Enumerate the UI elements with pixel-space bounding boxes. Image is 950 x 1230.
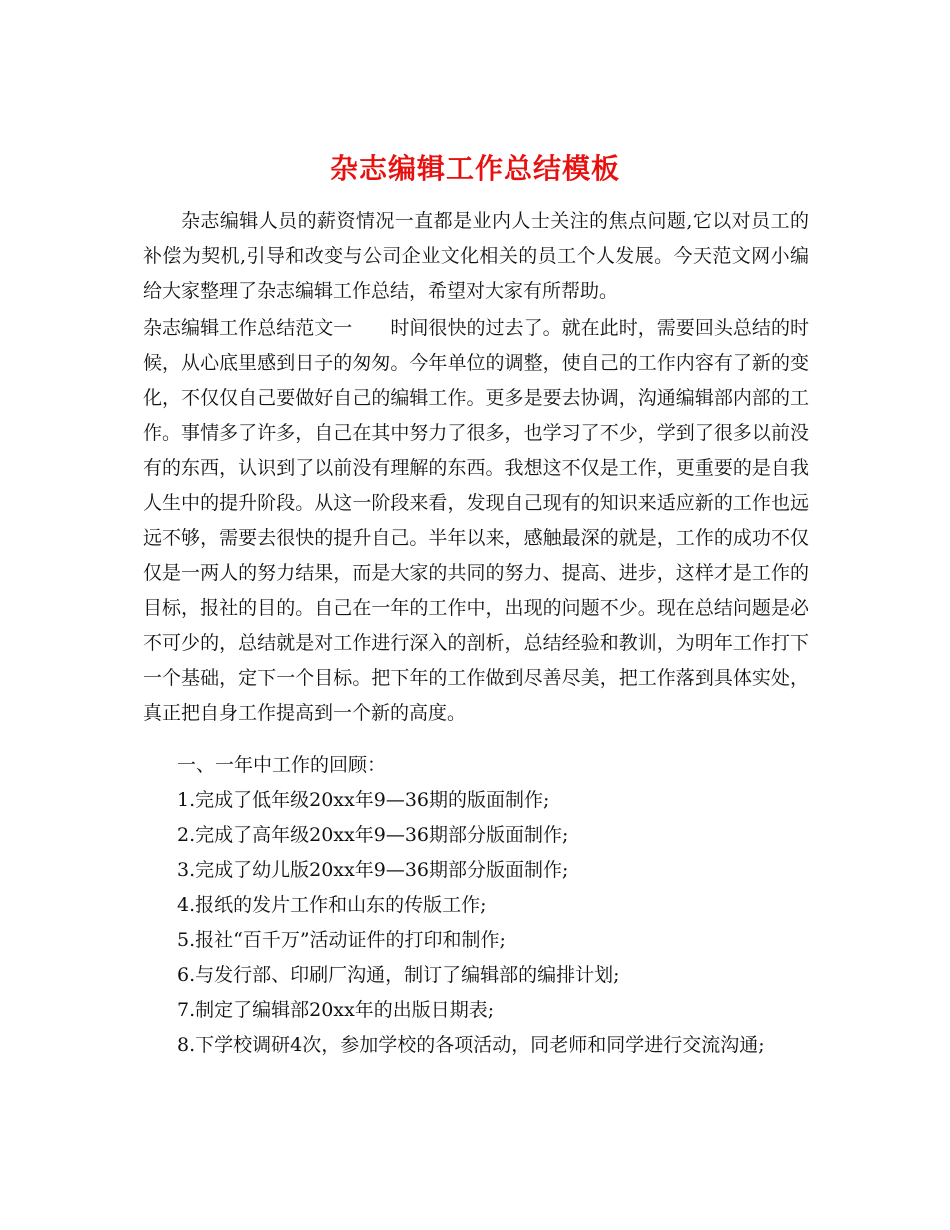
intro-paragraph: 杂志编辑人员的薪资情况一直都是业内人士关注的焦点问题,它以对员工的补偿为契机,引导和改变与公司企业文化相关的员工个人发展。今天范文网小编给大家整理了杂志编辑工作总结，希望对大家有所帮助。 [143,210,809,302]
list-item: 1.完成了低年级20xx年9—36期的版面制作; [177,789,550,811]
list-item: 2.完成了高年级20xx年9—36期部分版面制作; [177,824,569,846]
list-item: 3.完成了幼儿版20xx年9—36期部分版面制作; [177,859,569,881]
list-item: 8.下学校调研4次，参加学校的各项活动，同老师和同学进行交流沟通; [177,1034,765,1056]
list-item: 7.制定了编辑部20xx年的出版日期表; [177,999,495,1021]
list-item: 一、一年中工作的回顾： [177,754,387,776]
document-title: 杂志编辑工作总结模板 [329,151,620,185]
work-review-list [143,748,809,1063]
list-item: 4.报纸的发片工作和山东的传版工作; [177,894,487,916]
section-body: 时间很快的过去了。就在此时，需要回头总结的时候，从心底里感到日子的匆匆。今年单位的调整，使自己的工作内容有了新的变化，不仅仅自己要做好自己的编辑工作。更多是要去协调，沟通编辑部内部的工作。事情多了许多，自己在其中努力了很多，也学习了不少，学到了很多以前没有的东西，认识到了以前没有理解的东西。我想这不仅是工作，更重要的是自我人生中的提升阶段。从这一阶段来看，发现自己现有的知识来适应新的工作也远远不够，需要去很快的提升自己。半年以来，感触最深的就是，工作的成功不仅仅是一两人的努力结果，而是大家的共同的努力、提高、进步，这样才是工作的目标，报社的目的。自己在一年的工作中，出现的问题不少。现在总结问题是必不可少的，总结就是对工作进行深入的剖析，总结经验和教训，为明年工作打下一个基础，定下一个目标。把下年的工作做到尽善尽美，把工作落到具体实处，真正把自身工作提高到一个新的高度。 [143,317,809,724]
section-paragraph [143,311,809,731]
list-item: 6.与发行部、印刷厂沟通，制订了编辑部的编排计划; [177,964,620,986]
section-label: 杂志编辑工作总结范文一 [143,317,353,339]
list-item: 5.报社“百千万”活动证件的打印和制作; [177,929,506,951]
